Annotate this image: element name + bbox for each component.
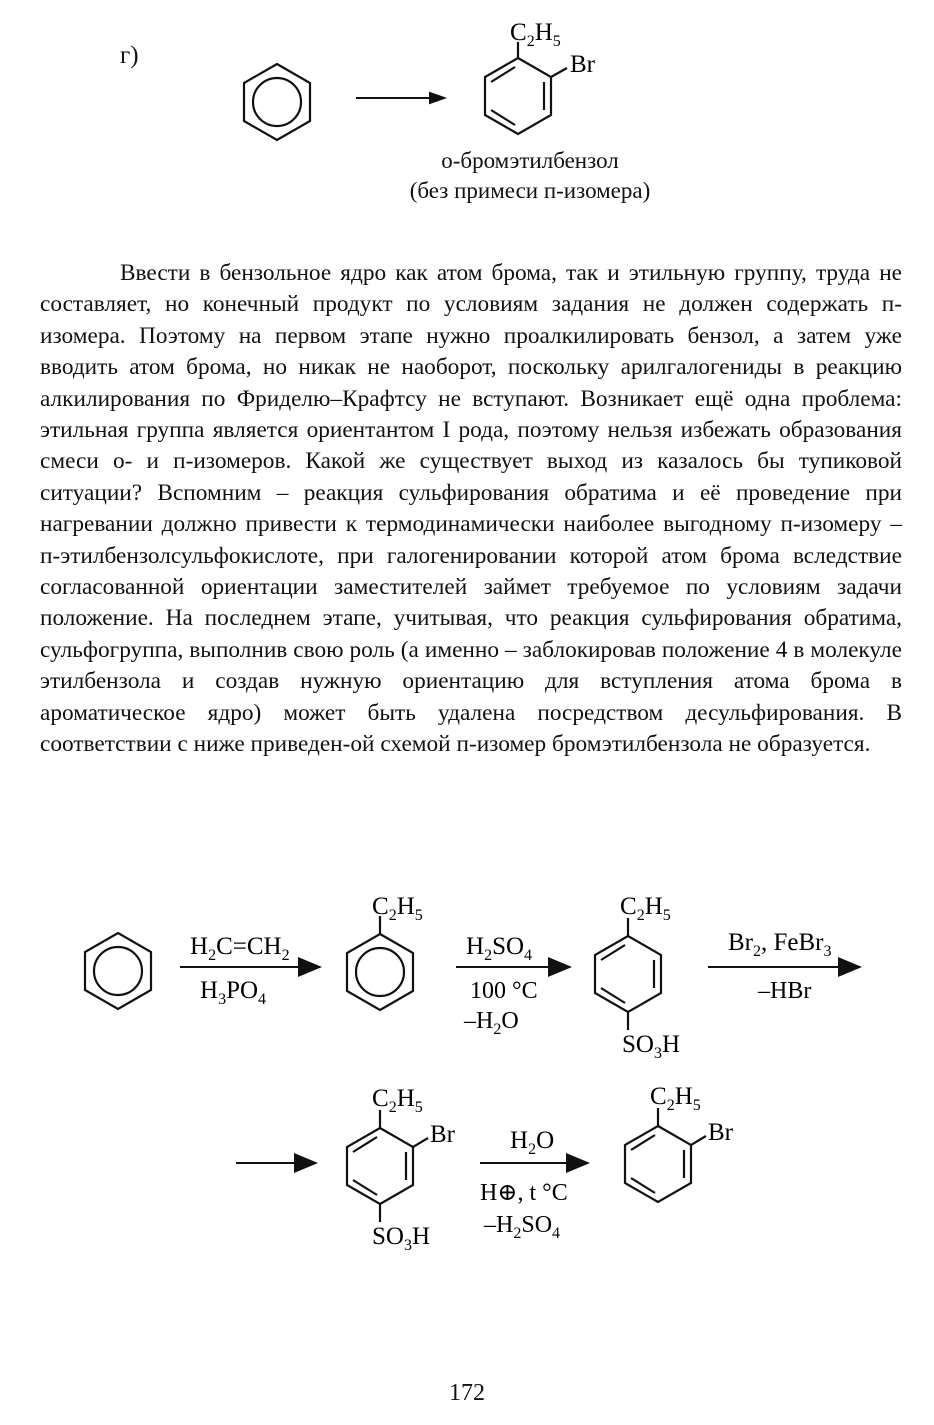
benzene-start [85,933,151,1009]
bromo-sulfonic-ring [347,1110,428,1222]
reagent-4-bottom2: $-H_2SO_4$ [484,1212,561,1242]
reagent-4-top: $H_2O$ [510,1127,555,1158]
ethyl-label: $C_2H_5$ [510,19,561,50]
reagent-1-top: $H_2C=CH_2$ [190,933,290,964]
page-number: 172 [449,1380,485,1406]
benzene-ring [244,64,310,140]
item-label: г) [120,42,139,69]
reagent-3-top: $Br_2$, FeBr$_3$ [728,929,832,960]
reagent-4-bottom1: H⊕, t °C [480,1180,568,1206]
reagent-1-bottom: $H_3PO_4$ [200,977,267,1008]
ethylbenzene-ring [347,916,413,1010]
synthesis-scheme [0,870,934,1270]
so3h-1: $SO_3H$ [622,1031,681,1062]
ethyl-1: $C_2H_5$ [372,893,423,924]
br-3: Br [708,1119,733,1146]
body-paragraph [40,258,902,761]
br-2: Br [430,1121,455,1148]
product-name: о-бромэтилбензол [441,148,619,173]
product-note: (без примеси п-изомера) [409,178,651,203]
final-product-ring [625,1108,706,1202]
reagent-2-bottom2: $-H_2O$ [464,1008,519,1038]
br-label: Br [570,51,595,78]
ethyl-4: $C_2H_5$ [650,1083,701,1114]
reagent-2-top: $H_2SO_4$ [466,933,533,964]
ethyl-2: $C_2H_5$ [620,893,671,924]
ethyl-3: $C_2H_5$ [372,1085,423,1116]
reagent-3-bottom: –HBr [758,978,812,1004]
reaction-arrow [356,93,444,103]
reagent-2-bottom1: 100 °C [470,978,538,1004]
so3h-2: $SO_3H$ [372,1223,431,1254]
product-ring [485,42,567,134]
paragraph-text: Ввести в бензольное ядро как атом брома, так и этильную группу, труда не составляет, но конечный продукт по условиям задания не должен содержать п-изомера. Поэтому на первом этапе нужно проалкилировать бензол, а затем уже вводить атом брома, но никак не наоборот, поскольку арилгалогениды в реакцию алкилирования по Фриделю–Крафтсу не вступают. Возникает ещё одна проблема: этильная группа является ориентантом I рода, поэтому нельзя избежать образования смеси о- и п-изомеров. Какой же существует выход из казалось бы тупиковой ситуации? Вспомним – реакция сульфирования обратима и её проведение при нагревании должно привести к термодинамически наиболее выгодному п-изомеру – п-этилбензолсульфокислоте, при галогенировании которой атом брома вследствие согласованной ориентации заместителей займет требуемое по условиям задачи положение. На последнем этапе, учитывая, что реакция сульфирования обратима, сульфогруппа, выполнив свою роль (а именно – заблокировав положение 4 в молекуле этилбензола и создав нужную ориентацию для вступления атома брома в ароматическое ядро) может быть удалена посредством десульфирования. В соответствии с ниже приведен-ой схемой п-изомер бромэтилбензола не образуется. [40,260,902,758]
sulfonic-acid-ring [595,918,661,1030]
